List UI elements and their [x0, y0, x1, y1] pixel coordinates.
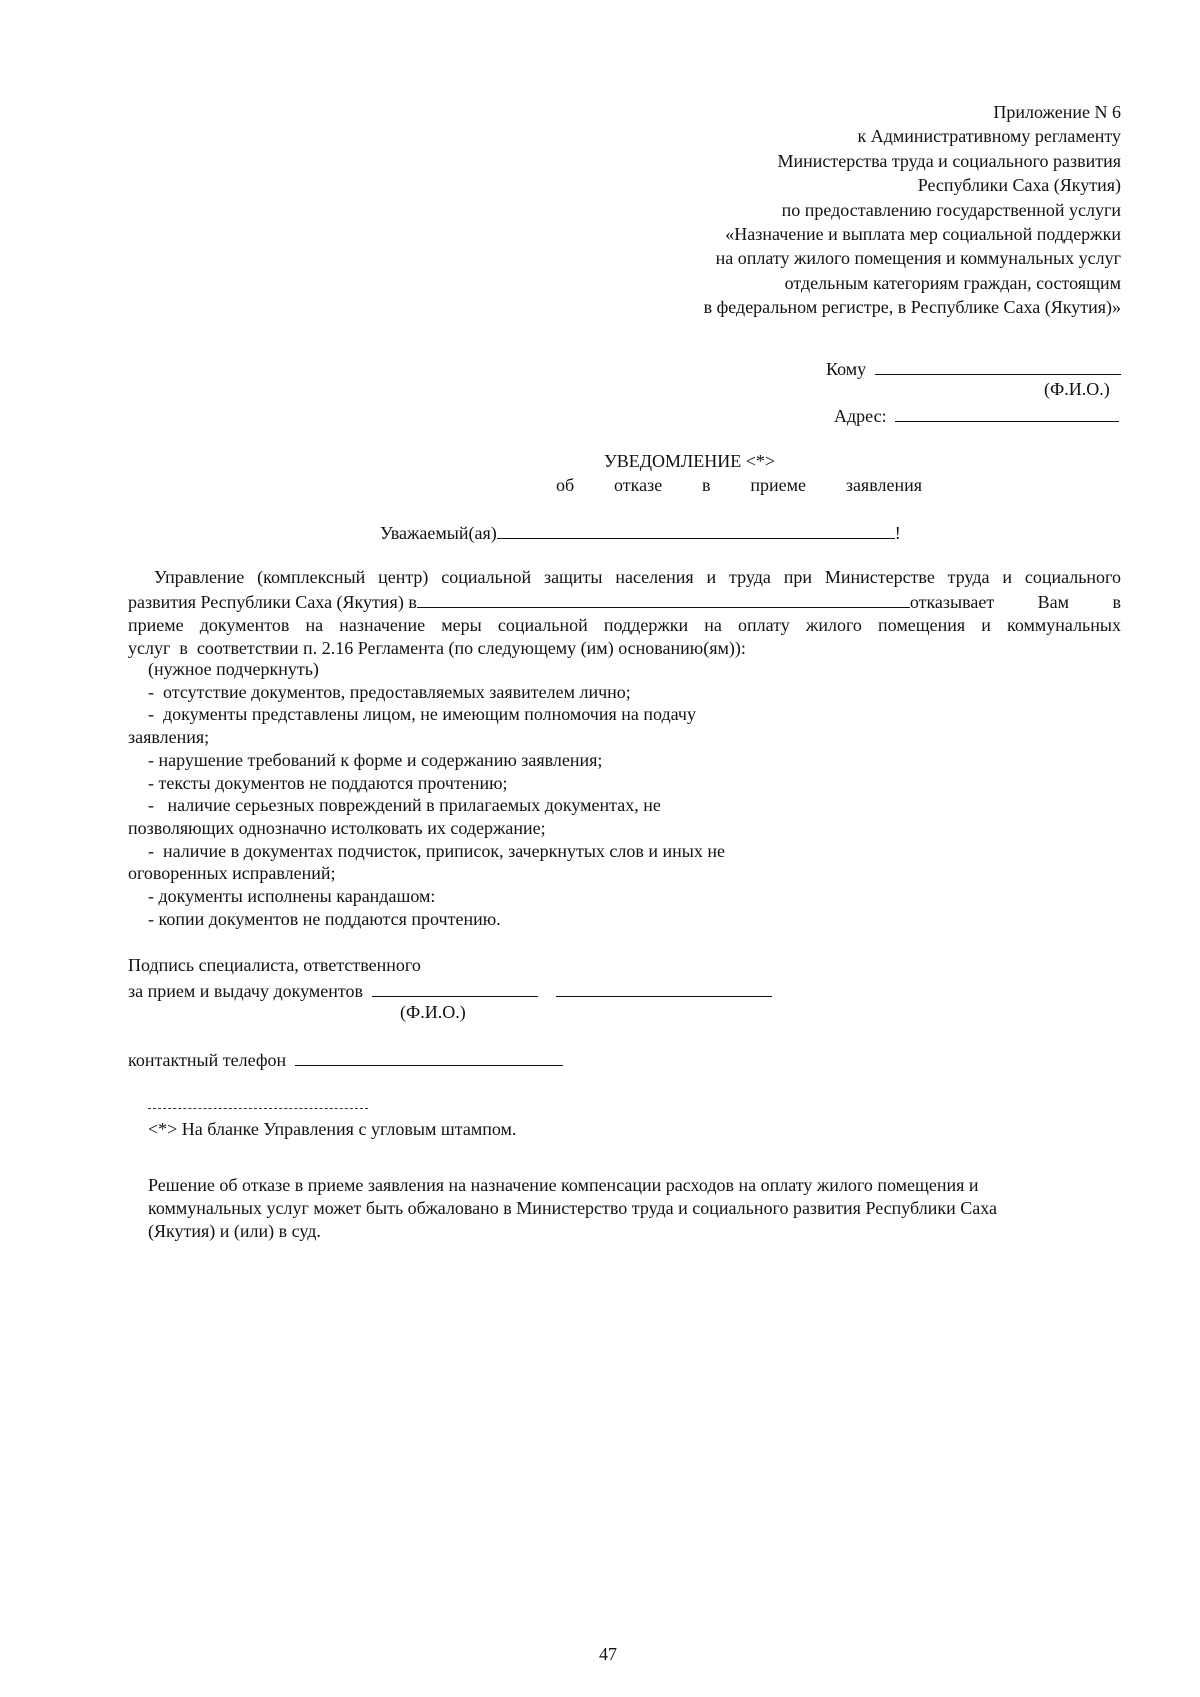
subtitle-word: приеме: [750, 475, 806, 495]
appendix-line: в федеральном регистре, в Республике Саха (Якутия)»: [703, 297, 1121, 318]
footnote-text: <*> На бланке Управления с угловым штампом.: [148, 1119, 517, 1139]
signature-fio-blank-line[interactable]: [556, 978, 772, 997]
reasons-list: [128, 658, 725, 930]
body-line: приеме документов на назначение меры социальной поддержки на оплату жилого помещения и коммунальных: [128, 615, 1121, 635]
list-item: - наличие серьезных повреждений в прилагаемых документах, не: [148, 795, 661, 816]
signature-fio-caption: (Ф.И.О.): [400, 1002, 466, 1022]
appendix-line: «Назначение и выплата мер социальной поддержки: [725, 224, 1121, 245]
addressee-fio-caption: (Ф.И.О.): [1044, 379, 1110, 399]
addressee-address: [834, 403, 1119, 428]
appendix-line: отдельным категориям граждан, состоящим: [784, 272, 1121, 293]
body-line2-start: развития Республики Саха (Якутия) в: [128, 592, 417, 612]
body-paragraph: [128, 566, 1121, 660]
address-blank-line[interactable]: [895, 403, 1119, 422]
signature-label: за прием и выдачу документов: [128, 981, 364, 1001]
list-item: - копии документов не поддаются прочтению.: [148, 908, 501, 929]
greeting: [380, 520, 901, 545]
subtitle-word: об: [556, 475, 575, 495]
signature-line2: [128, 978, 772, 1003]
contact-phone: [128, 1047, 563, 1072]
appendix-line: Приложение N 6: [993, 102, 1121, 122]
list-item: - отсутствие документов, предоставляемых заявителем лично;: [148, 681, 631, 702]
appeal-line: Решение об отказе в приеме заявления на назначение компенсации расходов на оплату жилого помещения и: [148, 1175, 979, 1195]
body-organization-blank-line[interactable]: [417, 589, 910, 608]
list-item: оговоренных исправлений;: [128, 863, 336, 884]
to-label: Кому: [826, 359, 867, 379]
greeting-label: Уважаемый(ая): [380, 523, 497, 543]
signature-line1: Подпись специалиста, ответственного: [128, 955, 421, 975]
body-line2-end: отказывает Вам в: [909, 592, 1121, 612]
appeal-line: (Якутия) и (или) в суд.: [148, 1221, 321, 1241]
appendix-line: Республики Саха (Якутия): [917, 175, 1121, 196]
page-number: 47: [599, 1644, 617, 1664]
subtitle-word: в: [702, 475, 711, 495]
appendix-line: Министерства труда и социального развития: [777, 150, 1121, 171]
appeal-paragraph: [148, 1174, 997, 1243]
appendix-line: на оплату жилого помещения и коммунальных услуг: [715, 248, 1121, 269]
footnote-separator: [148, 1108, 368, 1109]
notice-title: УВЕДОМЛЕНИЕ <*>: [604, 451, 776, 471]
to-blank-line[interactable]: [875, 356, 1121, 375]
subtitle-word: заявления: [845, 475, 922, 495]
address-label: Адрес:: [834, 406, 887, 426]
list-item: позволяющих однозначно истолковать их содержание;: [128, 817, 546, 838]
notice-subtitle: [556, 474, 922, 497]
list-item: заявления;: [128, 727, 210, 748]
appendix-header: [401, 100, 1121, 320]
subtitle-word: отказе: [614, 475, 663, 495]
appendix-line: к Административному регламенту: [857, 126, 1121, 147]
contact-label: контактный телефон: [128, 1050, 287, 1070]
greeting-end: !: [894, 523, 901, 543]
list-item: - документы представлены лицом, не имеющим полномочия на подачу: [148, 704, 696, 725]
appeal-line: коммунальных услуг может быть обжаловано в Министерство труда и социального развития Республики Саха: [148, 1198, 997, 1218]
contact-phone-blank-line[interactable]: [295, 1047, 563, 1066]
list-item: - тексты документов не поддаются прочтению;: [148, 772, 508, 793]
reasons-note: (нужное подчеркнуть): [148, 659, 319, 679]
list-item: - документы исполнены карандашом:: [148, 886, 436, 907]
list-item: - нарушение требований к форме и содержанию заявления;: [148, 749, 603, 770]
appendix-line: по предоставлению государственной услуги: [781, 199, 1121, 220]
greeting-blank-line[interactable]: [497, 520, 895, 539]
body-line: Управление (комплексный центр) социальной защиты населения и труда при Министерстве труда и социального: [154, 567, 1121, 587]
body-line: [128, 589, 1121, 614]
signature-blank-line[interactable]: [372, 978, 538, 997]
list-item: - наличие в документах подчисток, приписок, зачеркнутых слов и иных не: [148, 840, 725, 861]
body-line: услуг в соответствии п. 2.16 Регламента (по следующему (им) основанию(ям)):: [128, 638, 746, 658]
